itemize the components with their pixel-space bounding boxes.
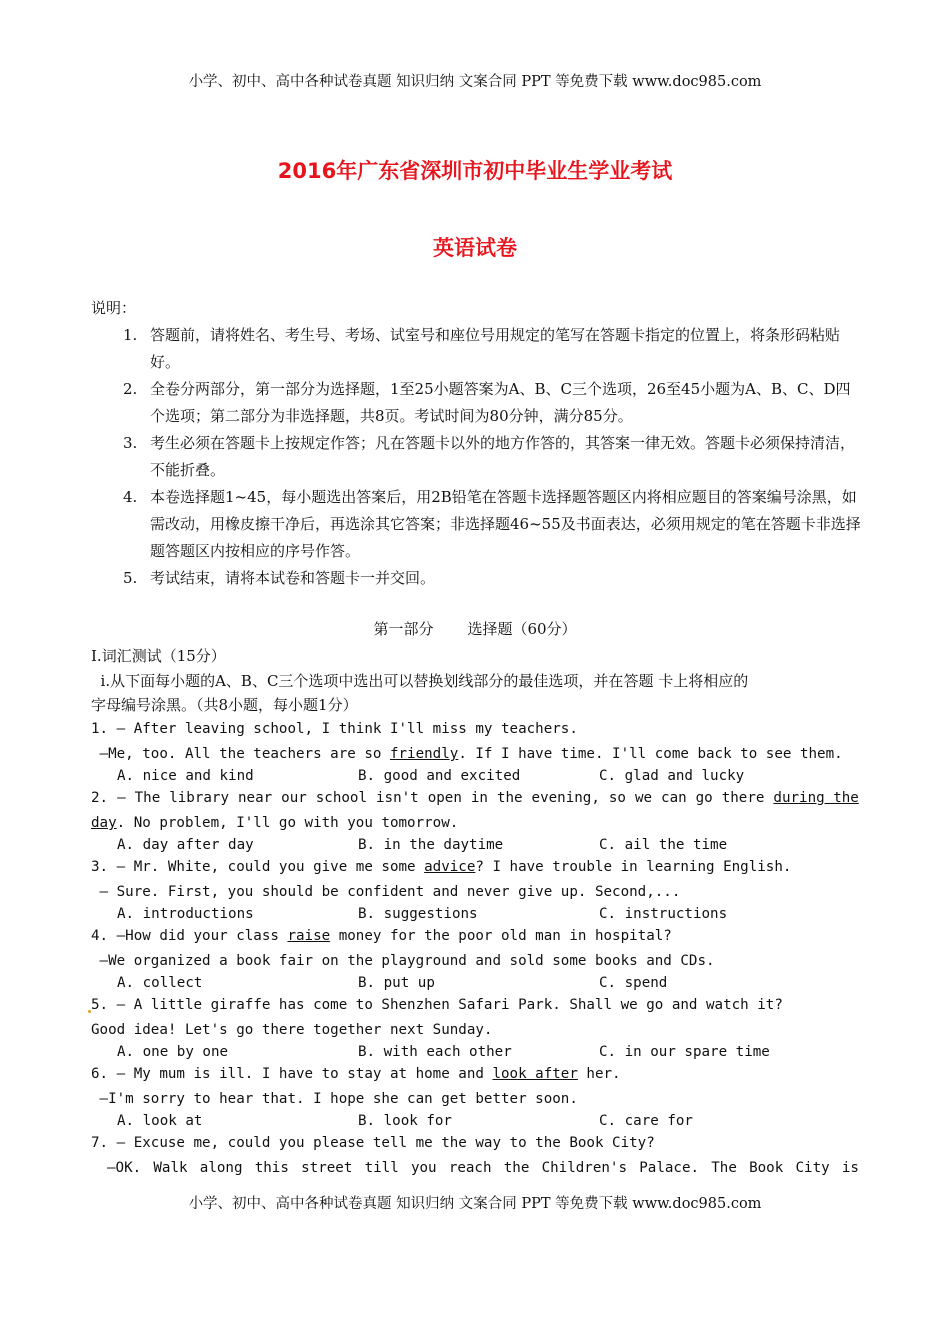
question-2-line: 2. — The library near our school isn't open in the evening, so we can go there during the (91, 790, 859, 806)
page-footer: 小学、初中、高中各种试卷真题 知识归纳 文案合同 PPT 等免费下载 www.doc985.com (188, 1196, 762, 1212)
option-b: B. in the daytime (358, 837, 504, 853)
question-1-line: 1. — After leaving school, I think I'll miss my teachers. (91, 721, 578, 737)
note-item: 2. 全卷分两部分，第一部分为选择题，1至25小题答案为A、B、C三个选项，26至45小题为A、B、C、D四个选项；第二部分为非选择题，共8页。考试时间为80分钟，满分85分。 (123, 380, 851, 425)
underlined-word: advice (424, 859, 476, 875)
option-c: C. spend (599, 975, 668, 991)
question-6-line: 6. — My mum is ill. I have to stay at home and look after her. (91, 1066, 621, 1082)
option-a: A. collect (117, 975, 203, 991)
note-item: 3. 考生必须在答题卡上按规定作答；凡在答题卡以外的地方作答的，其答案一律无效。答题卡必须保持清洁，不能折叠。 (123, 434, 856, 479)
option-a: A. one by one (117, 1044, 229, 1060)
underlined-word: raise (287, 928, 331, 944)
question-3-reply: — Sure. First, you should be confident and never give up. Second,... (91, 884, 681, 900)
notes-list (91, 322, 861, 592)
option-a: A. day after day (117, 837, 254, 853)
option-b: B. good and excited (358, 768, 521, 784)
option-c: C. care for (599, 1113, 693, 1129)
question-1-reply: —Me, too. All the teachers are so friendly. If I have time. I'll come back to see them. (91, 746, 843, 762)
underlined-word: friendly (389, 746, 459, 762)
note-item: 4. 本卷选择题1~45，每小题选出答案后，用2B铅笔在答题卡选择题答题区内将相应题目的答案编号涂黑，如需改动，用橡皮擦干净后，再选涂其它答案；非选择题46~55及书面表达，必须用规定的笔在答题卡非选择题答题区内按相应的序号作答。 (123, 488, 861, 560)
instruction-line: i.从下面每小题的A、B、C三个选项中选出可以替换划线部分的最佳选项，并在答题 卡上将相应的 (91, 672, 749, 690)
option-c: C. glad and lucky (599, 768, 745, 784)
option-b: B. suggestions (358, 906, 478, 922)
question-3-line: 3. — Mr. White, could you give me some advice? I have trouble in learning English. (91, 859, 792, 875)
instruction-line: 字母编号涂黑。（共8小题，每小题1分） (91, 696, 358, 714)
underlined-word: during the (773, 790, 859, 806)
option-a: A. nice and kind (117, 768, 254, 784)
question-4-reply: —We organized a book fair on the playground and sold some books and CDs. (91, 953, 715, 969)
question-2-line2: day. No problem, I'll go with you tomorrow. (91, 815, 459, 831)
option-c: C. ail the time (599, 837, 728, 853)
option-c: C. instructions (599, 906, 728, 922)
underlined-word: look after (492, 1066, 578, 1082)
option-c: C. in our spare time (599, 1044, 770, 1060)
page-header: 小学、初中、高中各种试卷真题 知识归纳 文案合同 PPT 等免费下载 www.doc985.com (188, 74, 762, 90)
question-7-line: 7. — Excuse me, could you please tell me the way to the Book City? (91, 1135, 655, 1151)
notes-label: 说明： (91, 299, 137, 317)
note-item: 1. 答题前，请将姓名、考生号、考场、试室号和座位号用规定的笔写在答题卡指定的位置上，将条形码粘贴好。 (123, 326, 841, 371)
option-b: B. look for (358, 1113, 452, 1129)
note-item: 5. 考试结束，请将本试卷和答题卡一并交回。 (123, 569, 436, 587)
question-4-line: 4. —How did your class raise money for the poor old man in hospital? (91, 928, 672, 944)
exam-subtitle: 英语试卷 (433, 236, 517, 260)
option-a: A. look at (117, 1113, 203, 1129)
option-b: B. with each other (358, 1044, 512, 1060)
question-5-line: 5. — A little giraffe has come to Shenzhen Safari Park. Shall we go and watch it? (91, 997, 783, 1013)
exam-title: 2016年广东省深圳市初中毕业生学业考试 (277, 159, 673, 183)
section-heading: I.词汇测试（15分） (91, 647, 226, 665)
underlined-word: day (91, 815, 117, 831)
question-6-reply: —I'm sorry to hear that. I hope she can get better soon. (91, 1091, 578, 1107)
option-a: A. introductions (117, 906, 254, 922)
option-b: B. put up (358, 975, 435, 991)
part-heading: 第一部分 选择题（60分） (373, 620, 577, 638)
question-5-reply: Good idea! Let's go there together next Sunday. (91, 1022, 493, 1038)
question-7-reply: —OK. Walk along this street till you reach the Children's Palace. The Book City is (107, 1160, 859, 1176)
